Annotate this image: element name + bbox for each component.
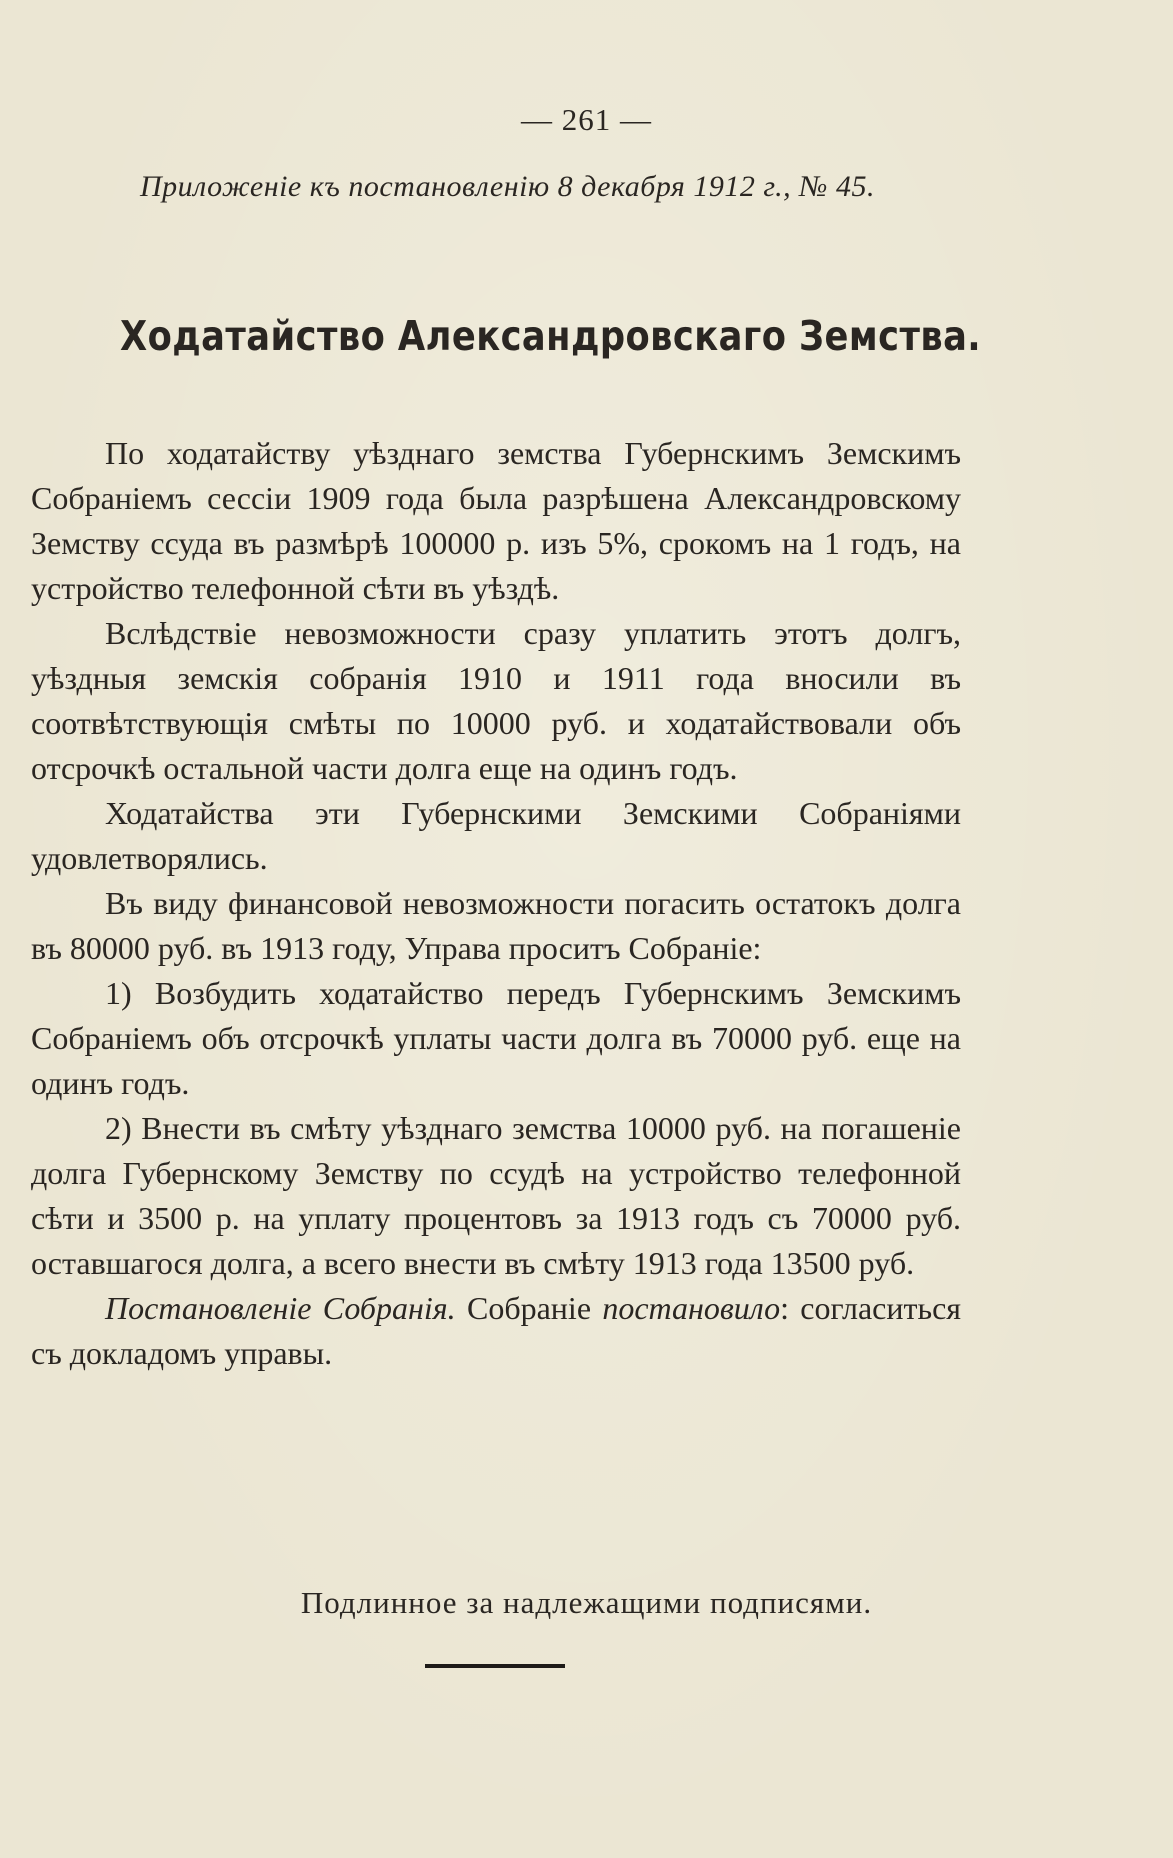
paragraph-loan-history: По ходатайству уѣзднаго земства Губернскимъ Земскимъ Собраніемъ сессіи 1909 года была разрѣшена Александровскому Земству ссуда въ размѣрѣ 100000 р. изъ 5%, срокомъ на 1 годъ, на устройство телефонной сѣти въ уѣздѣ. (31, 435, 961, 606)
signatures-note: Подлинное за надлежащими подписями. (300, 1585, 873, 1620)
resolution-label: Постановленіе Собранія. (105, 1290, 456, 1326)
resolution-text: : согласиться съ докладомъ управы. (31, 1290, 962, 1371)
document-title: Ходатайство Александровскаго Земства. (120, 312, 982, 360)
closing-rule (425, 1664, 565, 1668)
paragraph-item-2: 2) Внести въ смѣту уѣзднаго земства 10000 руб. на погашеніе долга Губернскому Земству по ссудѣ на устройство телефонной сѣти и 3500 р. на уплату процентовъ за 1913 годъ съ 70000 руб. оставшагося долга, а всего внести въ смѣту 1913 года 13500 руб. (31, 1110, 961, 1281)
resolution-verb: постановило (602, 1290, 781, 1326)
paragraph-deferral-requests: Вслѣдствіе невозможности сразу уплатить этотъ долгъ, уѣздныя земскія собранія 1910 и 1911 года вносили въ соотвѣтствующія смѣты по 10000 руб. и ходатайствовали объ отсрочкѣ остальной части долга еще на одинъ годъ. (31, 615, 961, 786)
appendix-note: Приложеніе къ постановленію 8 декабря 1912 г., № 45. (140, 170, 875, 203)
paragraph-item-1: 1) Возбудить ходатайство передъ Губернскимъ Земскимъ Собраніемъ объ отсрочкѣ уплаты части долга въ 70000 руб. еще на одинъ годъ. (31, 975, 961, 1101)
resolution-subject: Собраніе (466, 1290, 592, 1326)
page-number: — 261 — (521, 102, 652, 137)
paragraph-requests-granted: Ходатайства эти Губернскими Земскими Собраніями удовлетворялись. (31, 795, 961, 876)
paragraph-resolution (31, 1286, 961, 1376)
document-body (31, 431, 961, 1376)
paragraph-current-request: Въ виду финансовой невозможности погасить остатокъ долга въ 80000 руб. въ 1913 году, Управа проситъ Собраніе: (31, 885, 961, 966)
